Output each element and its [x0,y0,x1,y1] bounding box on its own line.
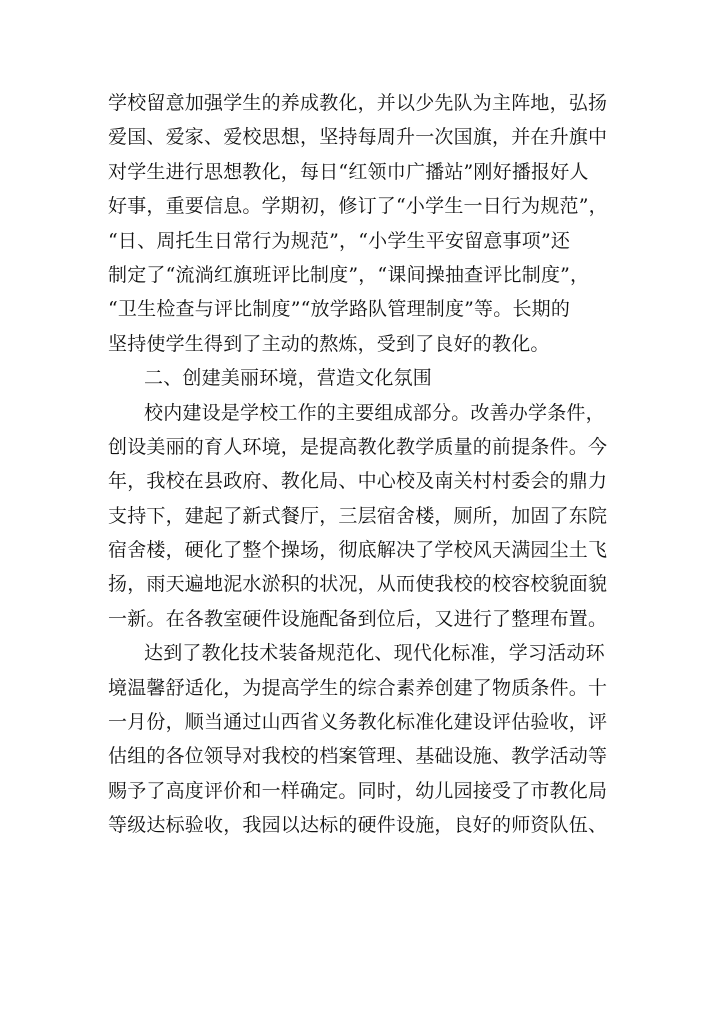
text-line: 支持下，建起了新式餐厅，三层宿舍楼，厕所，加固了东院 [108,504,608,527]
text-line: 创设美丽的育人环境，是提高教化教学质量的前提条件。今 [108,435,608,458]
text-line: 扬，雨天遍地泥水淤积的状况，从而使我校的校容校貌面貌 [108,573,608,596]
text-line: 年，我校在县政府、教化局、中心校及南关村村委会的鼎力 [108,470,608,493]
text-line: 坚持使学生得到了主动的熬炼，受到了良好的教化。 [108,332,550,355]
text-line: 学校留意加强学生的养成教化，并以少先队为主阵地，弘扬 [108,92,608,114]
text-line: 估组的各位领导对我校的档案管理、基础设施、教学活动等 [108,745,608,768]
paragraph-start-line: 达到了教化技术装备规范化、现代化标准，学习活动环 [144,642,605,665]
paragraph-start-line: 校内建设是学校工作的主要组成部分。改善办学条件， [144,401,605,424]
text-line: 赐予了高度评价和一样确定。同时，幼儿园接受了市教化局 [108,779,608,802]
text-line: 一月份，顺当通过山西省义务教化标准化建设评估验收，评 [108,711,608,734]
text-line: 制定了“流淌红旗班评比制度”，“课间操抽查评比制度”， [108,263,590,286]
text-line: 一新。在各教室硬件设施配备到位后，又进行了整理布置。 [108,607,608,630]
text-line: 等级达标验收，我园以达标的硬件设施，良好的师资队伍、 [108,814,608,837]
text-line: 好事，重要信息。学期初，修订了“小学生一日行为规范”， [108,195,608,218]
text-line: “卫生检查与评比制度”“放学路队管理制度”等。长期的 [108,298,571,321]
body-text [108,86,613,843]
section-heading: 二、创建美丽环境，营造文化氛围 [144,367,433,390]
text-line: “日、周托生日常行为规范”，“小学生平安留意事项”还 [108,229,571,252]
text-line: 对学生进行思想教化，每日“红领巾广播站”刚好播报好人 [108,160,589,183]
text-line: 境温馨舒适化，为提高学生的综合素养创建了物质条件。十 [108,676,608,699]
text-line: 爱国、爱家、爱校思想，坚持每周升一次国旗，并在升旗中 [108,126,608,149]
text-line: 宿舍楼，硬化了整个操场，彻底解决了学校风天满园尘土飞 [108,539,608,562]
